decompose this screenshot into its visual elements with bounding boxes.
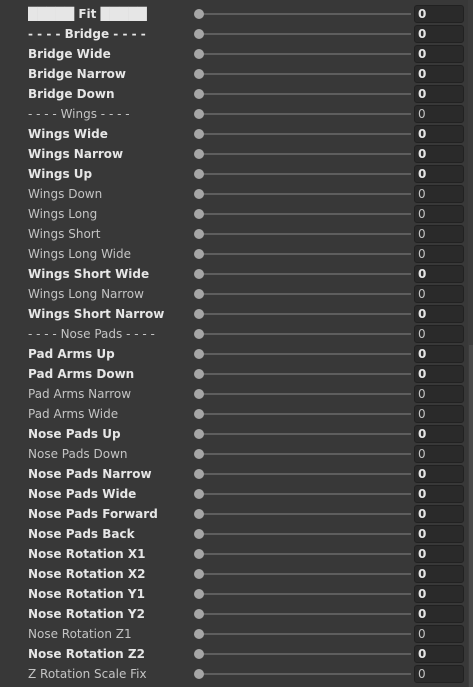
blend-shape-label: Nose Rotation Y2 [28,607,145,621]
blend-shape-list [0,4,473,684]
blend-shape-row [0,564,473,584]
blend-shape-slider[interactable] [194,444,411,464]
blend-shape-row [0,404,473,424]
vertical-scrollbar[interactable] [468,0,473,687]
blend-shape-label: Wings Long Wide [28,247,132,261]
slider-knob[interactable] [194,369,204,379]
slider-track[interactable] [199,73,411,75]
slider-track[interactable] [199,233,411,235]
slider-knob[interactable] [194,409,204,419]
blend-shape-label: Nose Pads Narrow [28,467,152,481]
slider-knob[interactable] [194,589,204,599]
blend-shape-row [0,224,473,244]
blend-shape-row [0,324,473,344]
slider-track[interactable] [199,53,411,55]
blend-shape-value-field[interactable]: 0 [414,125,464,143]
slider-track[interactable] [199,353,411,355]
blend-shape-label: █████ Fit █████ [28,7,147,21]
blend-shape-slider[interactable] [194,384,411,404]
blend-shape-label: Z Rotation Scale Fix [28,667,147,681]
slider-knob[interactable] [194,329,204,339]
blend-shape-slider[interactable] [194,524,411,544]
blend-shape-value-field[interactable]: 0 [414,405,464,423]
blend-shape-value-field[interactable]: 0 [414,365,464,383]
blend-shape-slider[interactable] [194,204,411,224]
blend-shape-label: - - - - Wings - - - - [28,107,130,121]
blend-shape-label: Wings Narrow [28,147,124,161]
blend-shape-slider[interactable] [194,344,411,364]
blend-shape-slider[interactable] [194,404,411,424]
blend-shape-label: Bridge Narrow [28,67,126,81]
slider-knob[interactable] [194,449,204,459]
slider-knob[interactable] [194,229,204,239]
blend-shape-value-field[interactable]: 0 [414,145,464,163]
blend-shape-slider[interactable] [194,604,411,624]
blend-shape-row [0,364,473,384]
slider-knob[interactable] [194,169,204,179]
blend-shape-label: Nose Rotation X1 [28,547,146,561]
blend-shape-row [0,504,473,524]
blend-shape-slider[interactable] [194,664,411,684]
blend-shape-value-field[interactable]: 0 [414,625,464,643]
blend-shape-value-field[interactable]: 0 [414,45,464,63]
slider-knob[interactable] [194,109,204,119]
blend-shape-label: Pad Arms Narrow [28,387,132,401]
blend-shape-slider[interactable] [194,164,411,184]
blend-shape-slider[interactable] [194,244,411,264]
slider-knob[interactable] [194,389,204,399]
blend-shape-label: Bridge Down [28,87,115,101]
blend-shape-label: Nose Rotation Y1 [28,587,145,601]
slider-track[interactable] [199,653,411,655]
slider-knob[interactable] [194,649,204,659]
blend-shape-row [0,144,473,164]
blend-shape-slider[interactable] [194,564,411,584]
slider-track[interactable] [199,573,411,575]
blend-shape-slider[interactable] [194,84,411,104]
slider-track[interactable] [199,153,411,155]
blend-shape-label: Bridge Wide [28,47,111,61]
blend-shape-row [0,24,473,44]
blend-shape-value-field[interactable]: 0 [414,225,464,243]
blend-shape-row [0,84,473,104]
slider-track[interactable] [199,333,411,335]
blend-shape-label: Wings Long [28,207,98,221]
slider-knob[interactable] [194,129,204,139]
blend-shape-value-field[interactable]: 0 [414,385,464,403]
blend-shape-value-field[interactable]: 0 [414,605,464,623]
blend-shape-value-field[interactable]: 0 [414,565,464,583]
blend-shape-slider[interactable] [194,304,411,324]
blend-shape-slider[interactable] [194,584,411,604]
blend-shape-row [0,4,473,24]
blend-shape-row [0,64,473,84]
blend-shape-row [0,664,473,684]
blend-shape-value-field[interactable]: 0 [414,585,464,603]
blend-shape-slider[interactable] [194,544,411,564]
slider-track[interactable] [199,33,411,35]
blend-shape-slider[interactable] [194,424,411,444]
blend-shape-value-field[interactable]: 0 [414,345,464,363]
slider-knob[interactable] [194,309,204,319]
blend-shape-slider[interactable] [194,104,411,124]
slider-knob[interactable] [194,669,204,679]
blend-shape-row [0,304,473,324]
slider-track[interactable] [199,293,411,295]
blend-shape-label: Pad Arms Up [28,347,115,361]
blend-shape-row [0,44,473,64]
blend-shape-label: Nose Rotation Z1 [28,627,132,641]
slider-knob[interactable] [194,249,204,259]
blend-shape-label: Nose Pads Back [28,527,135,541]
blend-shape-row [0,444,473,464]
blend-shape-label: Nose Rotation Z2 [28,647,145,661]
blend-shape-value-field[interactable]: 0 [414,665,464,683]
slider-knob[interactable] [194,429,204,439]
blend-shape-label: Nose Pads Up [28,427,121,441]
slider-track[interactable] [199,453,411,455]
slider-track[interactable] [199,433,411,435]
blend-shape-row [0,244,473,264]
blend-shape-value-field[interactable]: 0 [414,265,464,283]
blend-shape-value-field[interactable]: 0 [414,105,464,123]
blend-shape-value-field[interactable]: 0 [414,165,464,183]
slider-knob[interactable] [194,489,204,499]
blend-shape-label: Nose Pads Wide [28,487,137,501]
blend-shape-row [0,584,473,604]
slider-track[interactable] [199,373,411,375]
blend-shape-label: Nose Pads Down [28,447,128,461]
slider-track[interactable] [199,213,411,215]
blend-shape-row [0,464,473,484]
slider-track[interactable] [199,413,411,415]
slider-knob[interactable] [194,349,204,359]
blend-shape-row [0,164,473,184]
slider-track[interactable] [199,273,411,275]
slider-track[interactable] [199,493,411,495]
slider-knob[interactable] [194,529,204,539]
slider-track[interactable] [199,173,411,175]
slider-track[interactable] [199,113,411,115]
slider-track[interactable] [199,133,411,135]
blend-shape-label: Wings Up [28,167,93,181]
blend-shape-value-field[interactable]: 0 [414,545,464,563]
blend-shape-slider[interactable] [194,144,411,164]
blend-shape-label: Nose Pads Forward [28,507,158,521]
blend-shape-value-field[interactable]: 0 [414,445,464,463]
slider-track[interactable] [199,673,411,675]
slider-knob[interactable] [194,629,204,639]
blend-shape-value-field[interactable]: 0 [414,325,464,343]
blend-shape-slider[interactable] [194,124,411,144]
blend-shape-row [0,184,473,204]
blend-shape-label: - - - - Bridge - - - - [28,27,146,41]
blend-shape-slider[interactable] [194,184,411,204]
slider-knob[interactable] [194,89,204,99]
slider-track[interactable] [199,93,411,95]
slider-knob[interactable] [194,289,204,299]
blend-shape-row [0,384,473,404]
slider-knob[interactable] [194,269,204,279]
blend-shape-row [0,484,473,504]
blend-shape-value-field[interactable]: 0 [414,25,464,43]
slider-track[interactable] [199,533,411,535]
slider-knob[interactable] [194,29,204,39]
blend-shape-row [0,204,473,224]
slider-knob[interactable] [194,69,204,79]
blend-shape-row [0,604,473,624]
blend-shape-row [0,264,473,284]
slider-track[interactable] [199,193,411,195]
slider-track[interactable] [199,613,411,615]
blend-shape-value-field[interactable]: 0 [414,425,464,443]
blend-shape-row [0,544,473,564]
blend-shape-value-field[interactable]: 0 [414,205,464,223]
slider-knob[interactable] [194,509,204,519]
slider-track[interactable] [199,553,411,555]
slider-track[interactable] [199,253,411,255]
blend-shape-slider[interactable] [194,324,411,344]
blend-shape-slider[interactable] [194,644,411,664]
blend-shape-value-field[interactable]: 0 [414,85,464,103]
blend-shape-row [0,644,473,664]
blend-shape-label: Nose Rotation X2 [28,567,146,581]
blend-shape-value-field[interactable]: 0 [414,525,464,543]
blend-shape-value-field[interactable]: 0 [414,485,464,503]
slider-knob[interactable] [194,149,204,159]
slider-track[interactable] [199,473,411,475]
blend-shape-row [0,104,473,124]
slider-knob[interactable] [194,9,204,19]
slider-knob[interactable] [194,549,204,559]
slider-track[interactable] [199,633,411,635]
blend-shape-label: Wings Short Narrow [28,307,165,321]
blend-shape-slider[interactable] [194,4,411,24]
blend-shape-slider[interactable] [194,464,411,484]
blend-shape-row [0,624,473,644]
slider-knob[interactable] [194,609,204,619]
slider-track[interactable] [199,13,411,15]
blend-shape-value-field[interactable]: 0 [414,505,464,523]
blend-shape-row [0,424,473,444]
blend-shape-label: - - - - Nose Pads - - - - [28,327,155,341]
blend-shape-slider[interactable] [194,64,411,84]
blend-shape-value-field[interactable]: 0 [414,5,464,23]
blend-shape-slider[interactable] [194,44,411,64]
blend-shape-label: Wings Wide [28,127,108,141]
blend-shape-label: Wings Short [28,227,101,241]
blend-shape-value-field[interactable]: 0 [414,65,464,83]
slider-track[interactable] [199,593,411,595]
blend-shape-slider[interactable] [194,624,411,644]
blend-shape-label: Pad Arms Wide [28,407,119,421]
blend-shape-label: Wings Down [28,187,103,201]
blend-shape-slider[interactable] [194,264,411,284]
blend-shape-value-field[interactable]: 0 [414,465,464,483]
blend-shape-label: Wings Short Wide [28,267,150,281]
blend-shape-value-field[interactable]: 0 [414,285,464,303]
blend-shape-value-field[interactable]: 0 [414,305,464,323]
slider-knob[interactable] [194,189,204,199]
blend-shape-slider[interactable] [194,364,411,384]
blend-shape-slider[interactable] [194,24,411,44]
blend-shape-slider[interactable] [194,484,411,504]
blend-shape-label: Pad Arms Down [28,367,135,381]
blend-shape-row [0,124,473,144]
slider-knob[interactable] [194,209,204,219]
blend-shape-value-field[interactable]: 0 [414,245,464,263]
blend-shape-slider[interactable] [194,284,411,304]
slider-knob[interactable] [194,569,204,579]
slider-knob[interactable] [194,469,204,479]
slider-track[interactable] [199,513,411,515]
slider-track[interactable] [199,313,411,315]
scrollbar-thumb[interactable] [469,345,473,687]
blend-shape-value-field[interactable]: 0 [414,645,464,663]
blend-shape-slider[interactable] [194,504,411,524]
slider-track[interactable] [199,393,411,395]
blend-shape-row [0,524,473,544]
blend-shape-value-field[interactable]: 0 [414,185,464,203]
slider-knob[interactable] [194,49,204,59]
blend-shape-label: Wings Long Narrow [28,287,144,301]
blend-shape-row [0,344,473,364]
blend-shape-row [0,284,473,304]
blend-shape-slider[interactable] [194,224,411,244]
